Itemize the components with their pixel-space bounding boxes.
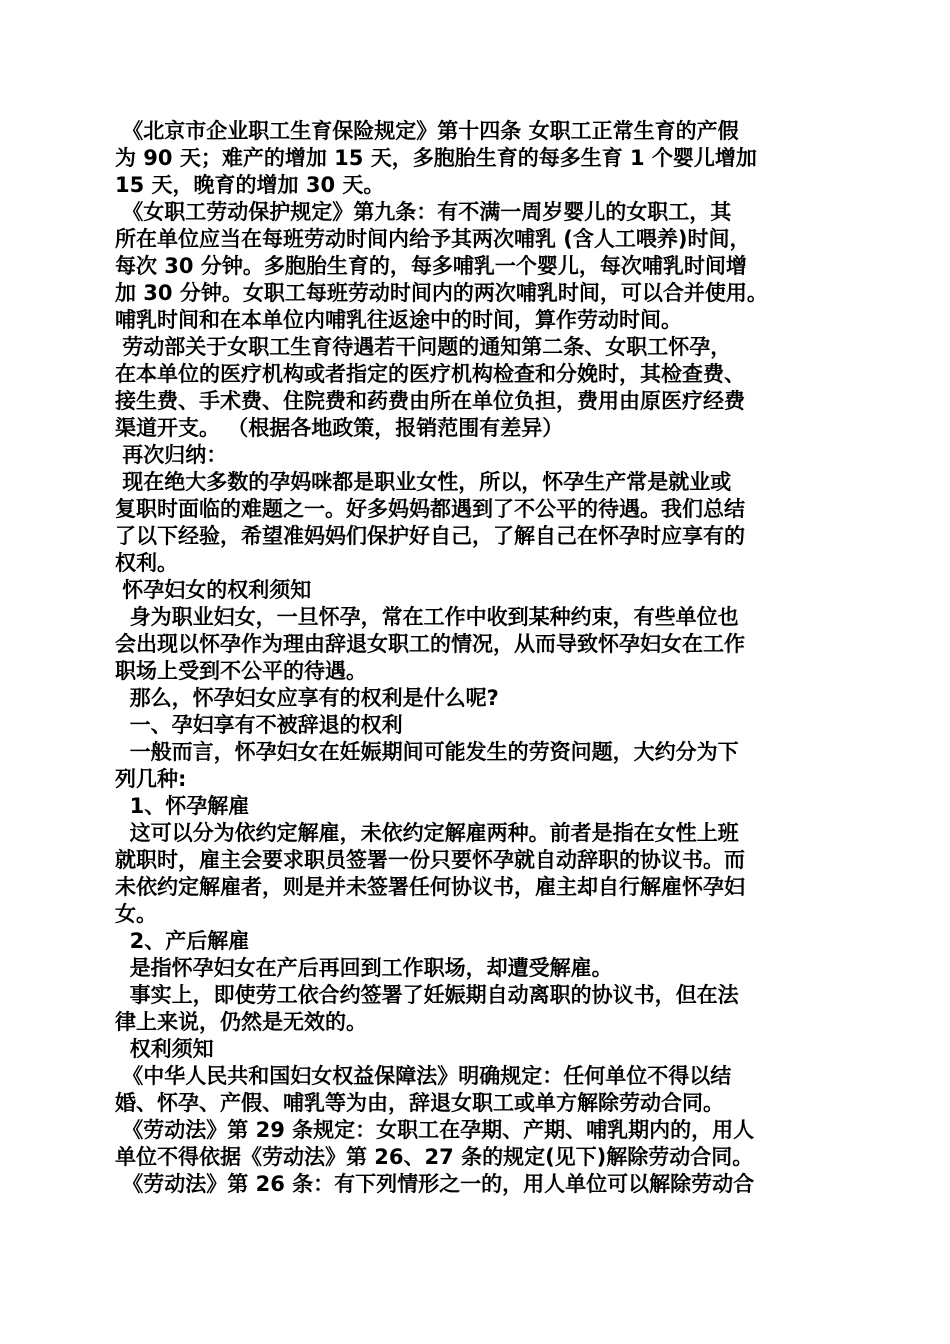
text-line: 《劳动法》第 26 条：有下列情形之一的，用人单位可以解除劳动合	[115, 1172, 755, 1196]
text-line: 律上来说，仍然是无效的。	[115, 1010, 367, 1034]
document-body	[115, 118, 845, 1198]
text-line: 职场上受到不公平的待遇。	[115, 659, 367, 683]
text-line: 所在单位应当在每班劳动时间内给予其两次哺乳 (含人工喂养)时间，	[115, 227, 751, 251]
text-line: 《女职工劳动保护规定》第九条：有不满一周岁婴儿的女职工，其	[115, 200, 732, 224]
text-line: 了以下经验，希望准妈妈们保护好自己，了解自己在怀孕时应享有的	[115, 524, 745, 548]
heading-line: 权利须知	[115, 1037, 214, 1061]
heading-line: 再次归纳：	[115, 443, 228, 467]
text-line: 是指怀孕妇女在产后再回到工作职场，却遭受解雇。	[115, 956, 613, 980]
text-line: 这可以分为依约定解雇，未依约定解雇两种。前者是指在女性上班	[115, 821, 739, 845]
text-line: 15 天，晚育的增加 30 天。	[115, 173, 385, 197]
text-line: 女。	[115, 902, 157, 926]
text-line: 在本单位的医疗机构或者指定的医疗机构检查和分娩时，其检查费、	[115, 362, 745, 386]
text-line: 接生费、手术费、住院费和药费由所在单位负担，费用由原医疗经费	[115, 389, 745, 413]
text-line: 渠道开支。 （根据各地政策，报销范围有差异）	[115, 416, 564, 440]
heading-line: 一、孕妇享有不被辞退的权利	[115, 713, 403, 737]
text-line: 就职时，雇主会要求职员签署一份只要怀孕就自动辞职的协议书。而	[115, 848, 745, 872]
text-line: 劳动部关于女职工生育待遇若干问题的通知第二条、女职工怀孕，	[115, 335, 732, 359]
text-line: 每次 30 分钟。多胞胎生育的，每多哺乳一个婴儿，每次哺乳时间增	[115, 254, 747, 278]
text-line: 事实上，即使劳工依合约签署了妊娠期自动离职的协议书，但在法	[115, 983, 739, 1007]
text-line: 一般而言，怀孕妇女在妊娠期间可能发生的劳资问题，大约分为下	[115, 740, 739, 764]
text-line: 现在绝大多数的孕妈咪都是职业女性，所以，怀孕生产常是就业或	[115, 470, 732, 494]
text-line: 身为职业妇女，一旦怀孕，常在工作中收到某种约束，有些单位也	[115, 605, 739, 629]
text-line: 单位不得依据《劳动法》第 26、27 条的规定(见下)解除劳动合同。	[115, 1145, 754, 1169]
text-line: 哺乳时间和在本单位内哺乳往返途中的时间，算作劳动时间。	[115, 308, 682, 332]
heading-line: 1、怀孕解雇	[115, 794, 250, 818]
text-line: 《中华人民共和国妇女权益保障法》明确规定：任何单位不得以结	[115, 1064, 732, 1088]
text-line: 为 90 天；难产的增加 15 天，多胞胎生育的每多生育 1 个婴儿增加	[115, 146, 757, 170]
heading-line: 2、产后解雇	[115, 929, 250, 953]
text-line: 会出现以怀孕作为理由辞退女职工的情况，从而导致怀孕妇女在工作	[115, 632, 745, 656]
text-line: 复职时面临的难题之一。好多妈妈都遇到了不公平的待遇。我们总结	[115, 497, 745, 521]
text-line: 《劳动法》第 29 条规定：女职工在孕期、产期、哺乳期内的，用人	[115, 1118, 755, 1142]
text-line: 加 30 分钟。女职工每班劳动时间内的两次哺乳时间，可以合并使用。	[115, 281, 768, 305]
text-line: 婚、怀孕、产假、哺乳等为由，辞退女职工或单方解除劳动合同。	[115, 1091, 724, 1115]
heading-line: 怀孕妇女的权利须知	[115, 578, 312, 602]
text-line: 那么，怀孕妇女应享有的权利是什么呢?	[115, 686, 499, 710]
text-line: 《北京市企业职工生育保险规定》第十四条 女职工正常生育的产假	[115, 119, 739, 143]
text-line: 权利。	[115, 551, 178, 575]
text-line: 未依约定解雇者，则是并未签署任何协议书，雇主却自行解雇怀孕妇	[115, 875, 745, 899]
text-line: 列几种:	[115, 767, 187, 791]
